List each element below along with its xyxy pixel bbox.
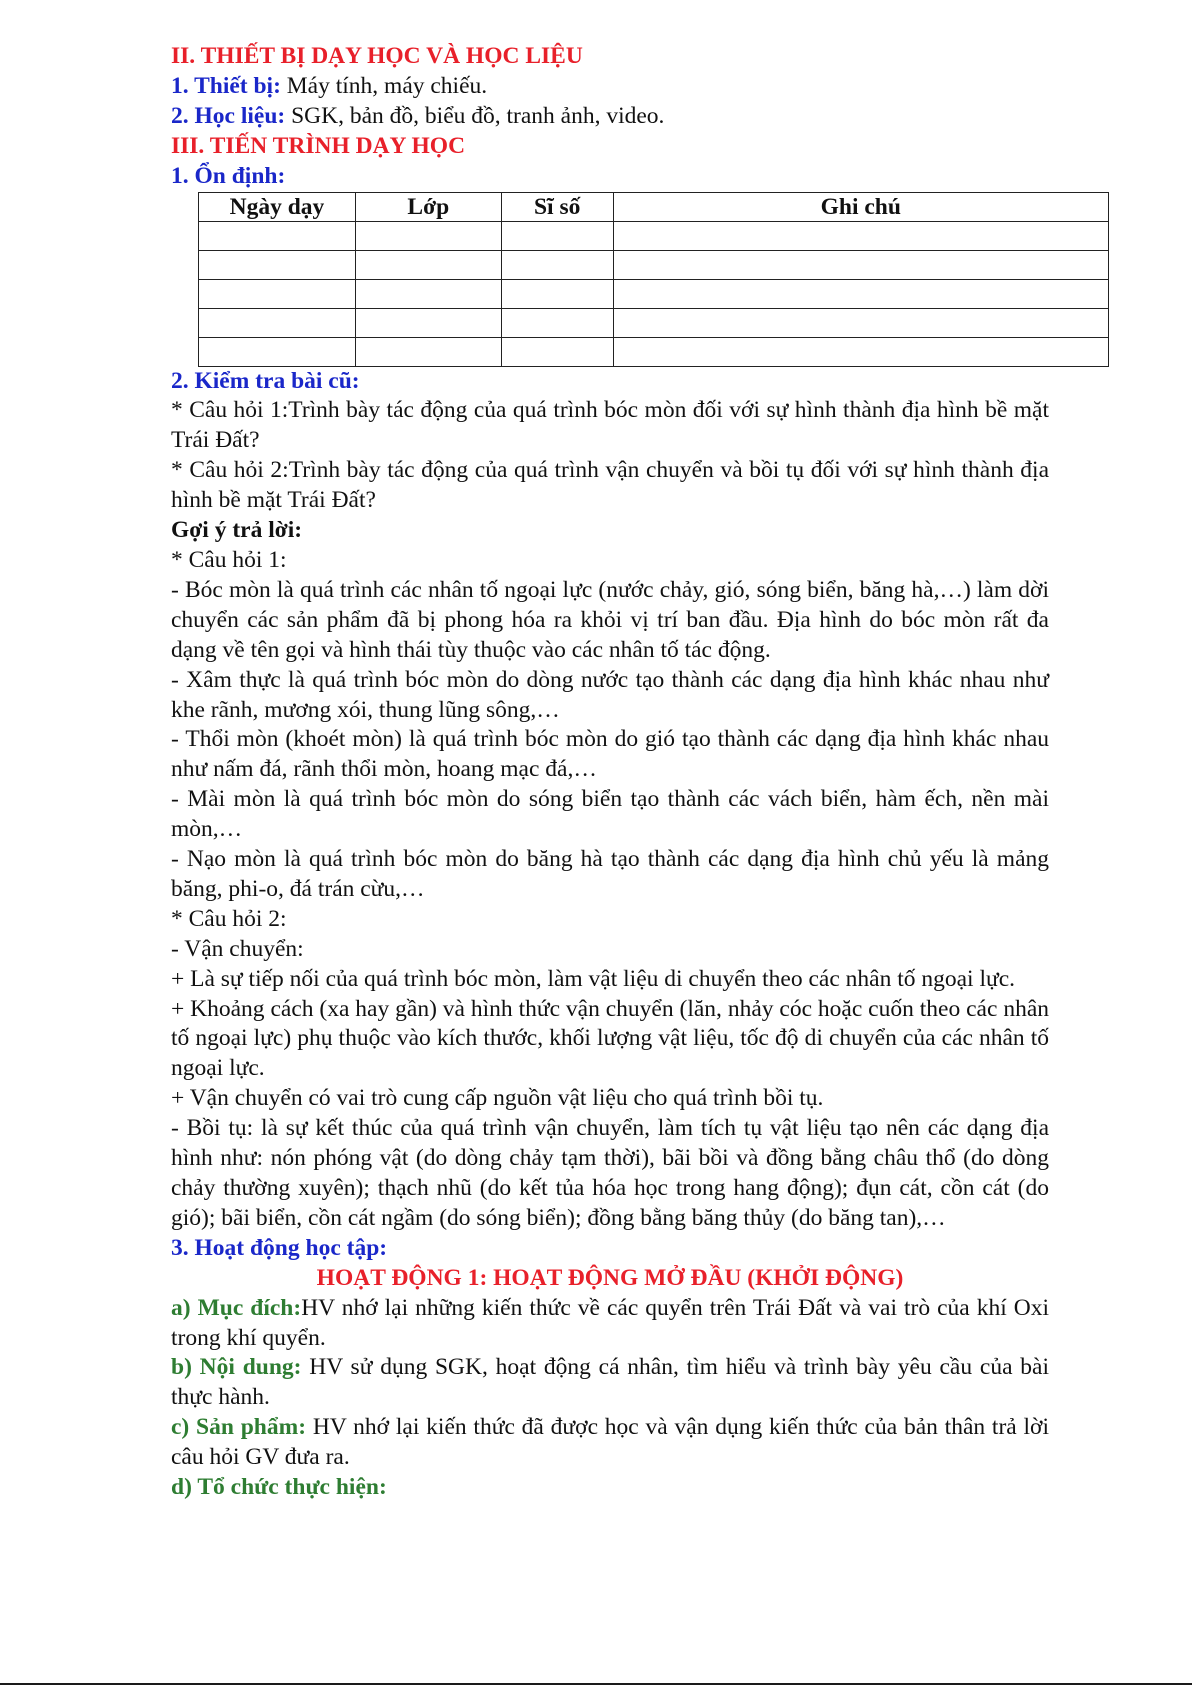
answer-1-label: * Câu hỏi 1: xyxy=(171,546,287,573)
table-row xyxy=(199,337,1109,366)
on-dinh-heading: 1. Ổn định: xyxy=(171,162,286,189)
answer-2-label: * Câu hỏi 2: xyxy=(171,905,287,932)
section-title-equipment: II. THIẾT BỊ DẠY HỌC VÀ HỌC LIỆU xyxy=(171,43,583,69)
table-cell[interactable] xyxy=(199,308,356,337)
document-page xyxy=(171,42,1049,1503)
answer-2-paragraph: + Vận chuyển có vai trò cung cấp nguồn vật liệu cho quá trình bồi tụ. xyxy=(171,1085,824,1112)
materials-text: SGK, bản đồ, biểu đồ, tranh ảnh, video. xyxy=(285,102,665,129)
answer-2-paragraph: + Khoảng cách (xa hay gần) và hình thức vận chuyển (lăn, nhảy cóc hoặc cuốn theo các nhân tố ngoại lực) phụ thuộc vào kích thước, khối lượng vật liệu, tốc độ di chuyển của các nhân tố ngoại lực. xyxy=(171,995,1049,1082)
attendance-table xyxy=(198,192,1109,367)
answer-1-paragraph: - Xâm thực là quá trình bóc mòn do dòng nước tạo thành các dạng địa hình khác nhau như khe rãnh, mương xói, thung lũng sông,… xyxy=(171,666,1049,723)
header-date: Ngày dạy xyxy=(199,192,356,221)
product-text: HV nhớ lại kiến thức đã được học và vận dụng kiến thức của bản thân trả lời câu hỏi GV đưa ra. xyxy=(171,1414,1050,1471)
header-size: Sĩ số xyxy=(501,192,613,221)
table-cell[interactable] xyxy=(199,279,356,308)
equipment-label: 1. Thiết bị: xyxy=(171,72,281,99)
review-question-1: * Câu hỏi 1:Trình bày tác động của quá trình bóc mòn đối với sự hình thành địa hình bề mặt Trái Đất? xyxy=(171,397,1049,454)
table-cell[interactable] xyxy=(613,221,1108,250)
table-header-row xyxy=(199,192,1109,221)
purpose-text: HV nhớ lại những kiến thức về các quyển trên Trái Đất và vai trò của khí Oxi trong khí quyển. xyxy=(171,1294,1050,1351)
table-cell[interactable] xyxy=(355,308,501,337)
answer-2-paragraph: - Vận chuyển: xyxy=(171,935,304,962)
answer-2-paragraph: + Là sự tiếp nối của quá trình bóc mòn, làm vật liệu di chuyển theo các nhân tố ngoại lực. xyxy=(171,965,1016,992)
table-cell[interactable] xyxy=(355,279,501,308)
table-row xyxy=(199,221,1109,250)
table-cell[interactable] xyxy=(501,337,613,366)
equipment-line xyxy=(171,72,1049,102)
answer-2-paragraph: - Bồi tụ: là sự kết thúc của quá trình vận chuyển, làm tích tụ vật liệu tạo nên các dạng địa hình như: nón phóng vật (do dòng chảy tạm thời), bãi bồi và đồng bằng châu thổ (do dòng chảy thường xuyên); thạch nhũ (do kết tủa hóa học trong hang động); đụn cát, cồn cát (do gió); bãi biển, cồn cát ngầm (do sóng biển); đồng bằng băng thủy (do băng tan),… xyxy=(171,1115,1049,1231)
table-cell[interactable] xyxy=(613,250,1108,279)
answer-1-paragraph: - Mài mòn là quá trình bóc mòn do sóng biển tạo thành các vách biển, hàm ếch, nền mài mòn,… xyxy=(171,786,1049,843)
product-line xyxy=(171,1413,1049,1473)
table-cell[interactable] xyxy=(355,337,501,366)
answer-1-paragraph: - Thổi mòn (khoét mòn) là quá trình bóc mòn do gió tạo thành các dạng địa hình khác nhau như nấm đá, rãnh thổi mòn, hoang mạc đá,… xyxy=(171,726,1049,783)
activities-heading: 3. Hoạt động học tập: xyxy=(171,1234,388,1261)
table-cell[interactable] xyxy=(501,250,613,279)
table-cell[interactable] xyxy=(199,250,356,279)
organization-label: d) Tổ chức thực hiện: xyxy=(171,1474,387,1501)
purpose-line xyxy=(171,1294,1049,1354)
table-cell[interactable] xyxy=(613,337,1108,366)
content-text: HV sử dụng SGK, hoạt động cá nhân, tìm hiểu và trình bày yêu cầu của bài thực hành. xyxy=(171,1354,1049,1411)
table-row xyxy=(199,308,1109,337)
content-label: b) Nội dung: xyxy=(171,1354,302,1381)
table-row xyxy=(199,250,1109,279)
table-cell[interactable] xyxy=(613,279,1108,308)
table-cell[interactable] xyxy=(355,250,501,279)
table-cell[interactable] xyxy=(199,337,356,366)
header-note: Ghi chú xyxy=(613,192,1108,221)
header-class: Lớp xyxy=(355,192,501,221)
answer-1-paragraph: - Nạo mòn là quá trình bóc mòn do băng hà tạo thành các dạng địa hình chủ yếu là mảng băng, phi-o, đá trán cừu,… xyxy=(171,846,1049,902)
activity-1-title: HOẠT ĐỘNG 1: HOẠT ĐỘNG MỞ ĐẦU (KHỞI ĐỘNG) xyxy=(316,1264,904,1291)
review-heading: 2. Kiểm tra bài cũ: xyxy=(171,367,360,394)
table-row xyxy=(199,279,1109,308)
materials-label: 2. Học liệu: xyxy=(171,102,286,129)
table-cell[interactable] xyxy=(355,221,501,250)
answer-hint-heading: Gợi ý trả lời: xyxy=(171,517,303,544)
purpose-label: a) Mục đích: xyxy=(171,1294,302,1321)
answer-1-paragraph: - Bóc mòn là quá trình các nhân tố ngoại lực (nước chảy, gió, sóng biển, băng hà,…) làm dời chuyển các sản phẩm đã bị phong hóa ra khỏi vị trí ban đầu. Địa hình do bóc mòn rất đa dạng về tên gọi và hình thái tùy thuộc vào các nhân tố tác động. xyxy=(171,576,1049,663)
table-cell[interactable] xyxy=(501,279,613,308)
table-cell[interactable] xyxy=(501,221,613,250)
section-title-process: III. TIẾN TRÌNH DẠY HỌC xyxy=(171,132,466,159)
content-line xyxy=(171,1353,1049,1413)
equipment-text: Máy tính, máy chiếu. xyxy=(280,72,488,99)
table-cell[interactable] xyxy=(501,308,613,337)
table-cell[interactable] xyxy=(613,308,1108,337)
product-label: c) Sản phẩm: xyxy=(171,1414,307,1441)
review-question-2: * Câu hỏi 2:Trình bày tác động của quá trình vận chuyển và bồi tụ đối với sự hình thành địa hình bề mặt Trái Đất? xyxy=(171,457,1049,514)
table-cell[interactable] xyxy=(199,221,356,250)
materials-line xyxy=(171,102,1049,132)
